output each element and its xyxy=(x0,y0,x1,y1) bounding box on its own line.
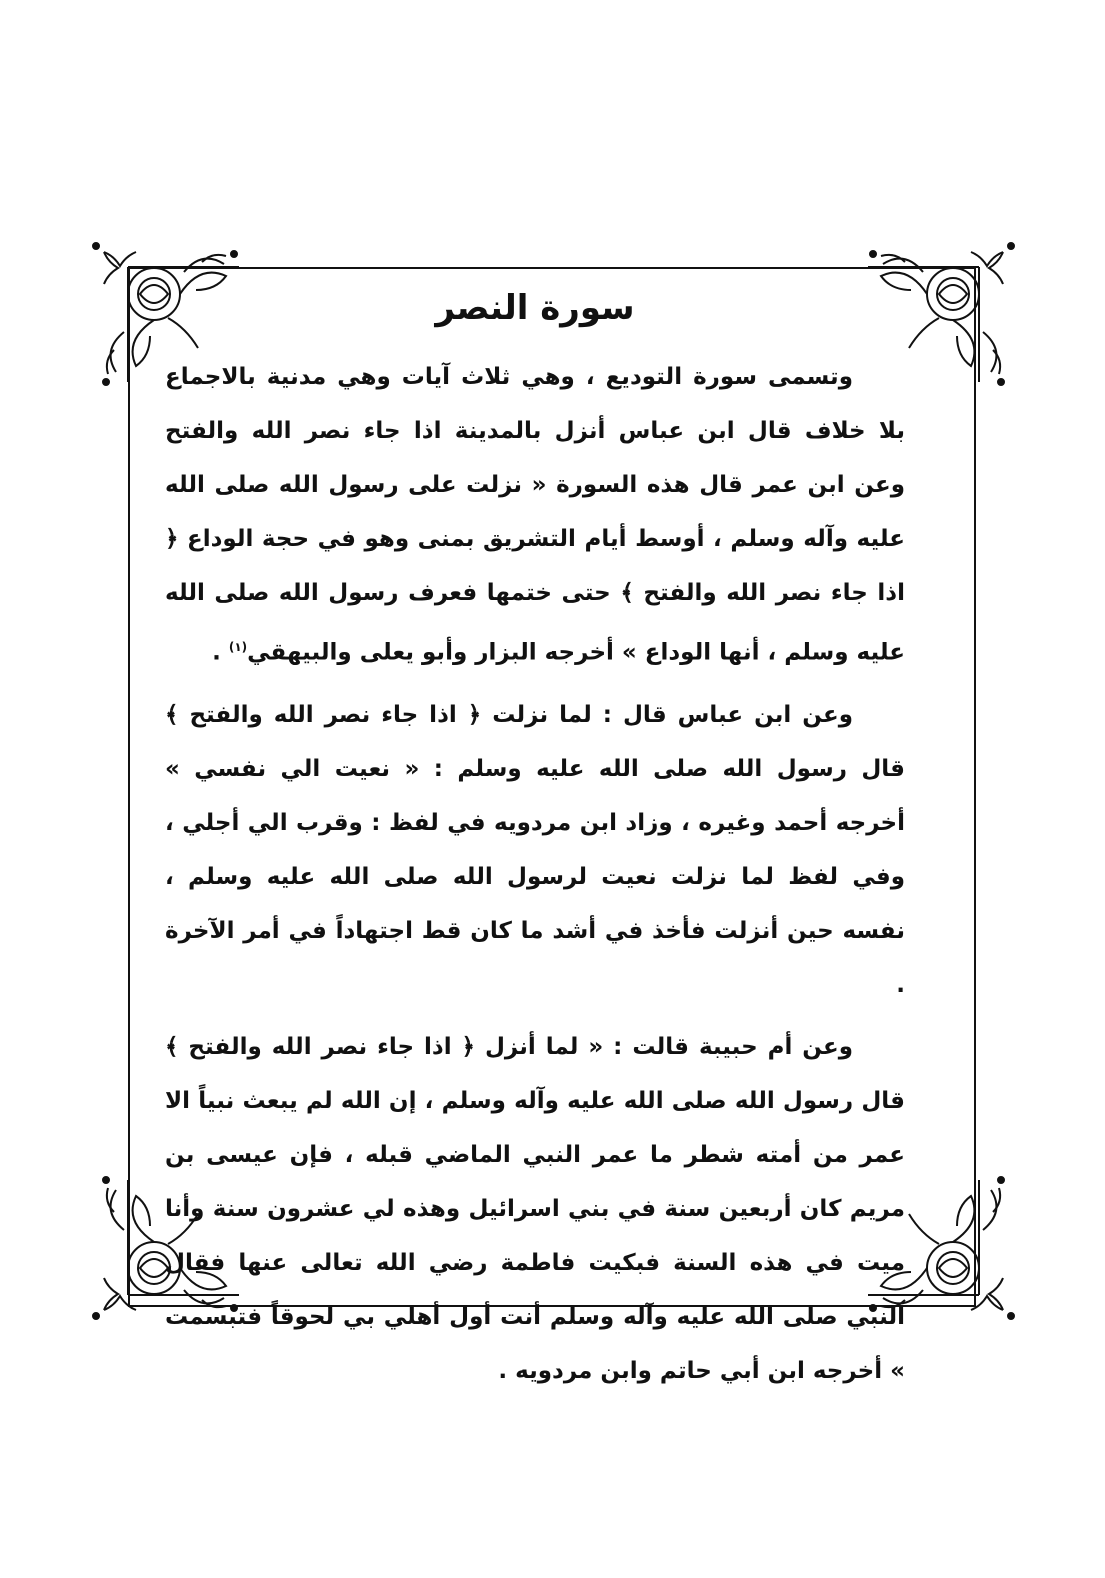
page-content xyxy=(165,282,905,1406)
paragraph-2: وعن ابن عباس قال : لما نزلت ﴿ اذا جاء نصر الله والفتح ﴾ قال رسول الله صلى الله عليه وسلم : « نعيت الي نفسي » أخرجه أحمد وغيره ، وزاد ابن مردويه في لفظ : وقرب الي أجلي ، وفي لفظ لما نزلت نعيت لرسول الله صلى الله عليه وسلم ، نفسه حين أنزلت فأخذ في أشد ما كان قط اجتهاداً في أمر الآخرة . xyxy=(165,701,905,998)
surah-title: سورة النصر xyxy=(435,288,635,328)
paragraph-3: وعن أم حبيبة قالت : « لما أنزل ﴿ اذا جاء نصر الله والفتح ﴾ قال رسول الله صلى الله عليه وآله وسلم ، إن الله لم يبعث نبياً الا عمر من أمته شطر ما عمر النبي الماضي قبله ، فإن عيسى بن مريم كان أربعين سنة في بني اسرائيل وهذه لي عشرون سنة وأنا ميت في هذه السنة فبكيت فاطمة رضي الله تعالى عنها فقال النبي صلى الله عليه وآله وسلم أنت أول أهلي بي لحوقاً فتبسمت » أخرجه ابن أبي حاتم وابن مردويه . xyxy=(165,1033,905,1384)
paragraph-1-end: . xyxy=(212,639,229,666)
paragraph-1-text: وتسمى سورة التوديع ، وهي ثلاث آيات وهي مدنية بالاجماع بلا خلاف قال ابن عباس أنزل بالمدينة اذا جاء نصر الله والفتح وعن ابن عمر قال هذه السورة « نزلت على رسول الله صلى الله عليه وآله وسلم ، أوسط أيام التشريق بمنى وهو في حجة الوداع ﴿ اذا جاء نصر الله والفتح ﴾ حتى ختمها فعرف رسول الله صلى الله عليه وسلم ، أنها الوداع » أخرجه البزار وأبو يعلى والبيهقي xyxy=(165,364,905,666)
footnote-marker: (١) xyxy=(228,640,248,654)
paragraph-1 xyxy=(165,350,905,680)
